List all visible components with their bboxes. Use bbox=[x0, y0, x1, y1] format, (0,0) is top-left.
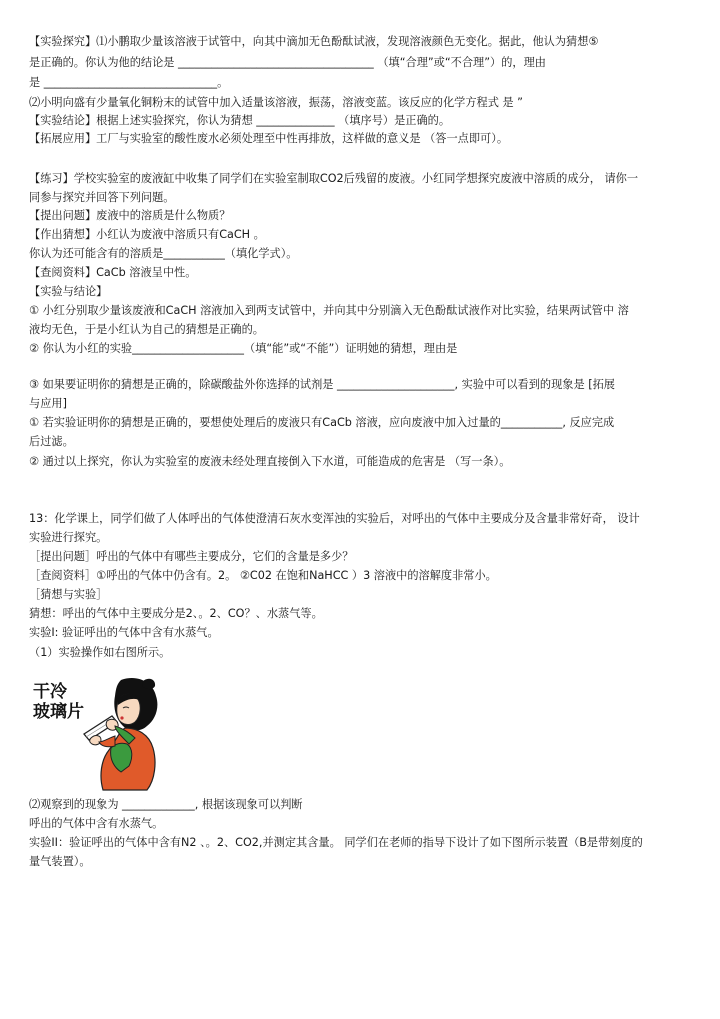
figure-caption: 干冷 玻璃片 bbox=[33, 682, 84, 722]
text-line: 量气装置）。 bbox=[29, 855, 91, 868]
text-line: ⑵观察到的现象为 _____________, 根据该现象可以判断 bbox=[29, 798, 303, 811]
text-line: 【练习】学校实验室的废液缸中收集了同学们在实验室制取CO2后残留的废液。小红同学想探究废液中溶质的成分， 请你一 bbox=[29, 172, 639, 185]
text-line: ② 你认为小红的实验____________________（填“能”或“不能”）证明她的猜想，理由是 bbox=[29, 342, 458, 355]
text-line: 同参与探究并回答下列问题。 bbox=[29, 191, 175, 204]
text-line: 【实验结论】根据上述实验探究，你认为猜想 ______________ （填序号）是正确的。 bbox=[29, 114, 451, 127]
text-line: ［查阅资料］①呼出的气体中仍含有。2。 ②C02 在饱和NaHCC ）3 溶液中的溶解度非常小。 bbox=[29, 569, 497, 582]
text-line: 是正确的。你认为他的结论是 ___________________________________ （填“合理”或“不合理”）的，理由 bbox=[29, 56, 546, 69]
girl-drawing bbox=[29, 676, 159, 791]
text-line: 【作出猜想】小红认为废液中溶质只有CaCH 。 bbox=[29, 228, 265, 241]
text-line: 是 _______________________________。 bbox=[29, 76, 229, 89]
text-line: ① 若实验证明你的猜想是正确的，要想使处理后的废液只有CaCb 溶液，应向废液中加入过量的___________, 反应完成 bbox=[29, 416, 615, 429]
text-line: 猜想：呼出的气体中主要成分是2、。2、CO？、水蒸气等。 bbox=[29, 607, 323, 620]
text-line: 你认为还可能含有的溶质是___________（填化学式）。 bbox=[29, 247, 298, 260]
text-line: 实验II：验证呼出的气体中含有N2 、。2、CO2,并测定其含量。 同学们在老师的指导下设计了如下图所示装置（B是带刻度的 bbox=[29, 836, 643, 849]
text-line: ⑵小明向盛有少量氧化铜粉末的试管中加入适量该溶液，振荡，溶液变蓝。该反应的化学方程式 是 ” bbox=[29, 96, 523, 109]
text-line: 【拓展应用】工厂与实验室的酸性废水必须处理至中性再排放，这样做的意义是 （答一点即可）。 bbox=[29, 132, 509, 145]
text-line: （1）实验操作如右图所示。 bbox=[29, 646, 171, 659]
text-line: 呼出的气体中含有水蒸气。 bbox=[29, 817, 164, 830]
breath-on-glass-illustration bbox=[29, 676, 159, 791]
text-line: 【查阅资料】CaCb 溶液呈中性。 bbox=[29, 266, 197, 279]
text-line: 液均无色，于是小红认为自己的猜想是正确的。 bbox=[29, 323, 264, 336]
text-line: ③ 如果要证明你的猜想是正确的，除碳酸盐外你选择的试剂是 _____________________, 实验中可以看到的现象是 [拓展 bbox=[29, 378, 615, 391]
text-line: ② 通过以上探究，你认为实验室的废液未经处理直接倒入下水道，可能造成的危害是 （写一条）。 bbox=[29, 455, 511, 468]
text-line: ［猜想与实验］ bbox=[29, 588, 108, 601]
text-line: 实验I: 验证呼出的气体中含有水蒸气。 bbox=[29, 626, 219, 639]
text-line: 【提出问题】废液中的溶质是什么物质？ bbox=[29, 209, 231, 222]
text-line: 13：化学课上，同学们做了人体呼出的气体使澄清石灰水变浑浊的实验后，对呼出的气体中主要成分及含量非常好奇， 设计 bbox=[29, 512, 640, 525]
text-line: 后过滤。 bbox=[29, 435, 74, 448]
text-line: 【实验与结论】 bbox=[29, 285, 108, 298]
text-line: 实验进行探究。 bbox=[29, 531, 108, 544]
text-line: ① 小红分别取少量该废液和CaCH 溶液加入到两支试管中，并向其中分别滴入无色酚酞试液作对比实验，结果两试管中 溶 bbox=[29, 304, 629, 317]
text-line: 【实验探究】⑴小鹏取少量该溶液于试管中，向其中滴加无色酚酞试液，发现溶液颜色无变化。据此，他认为猜想⑤ bbox=[29, 35, 599, 48]
text-line: ［提出问题］呼出的气体中有哪些主要成分，它们的含量是多少？ bbox=[29, 550, 354, 563]
text-line: 与应用] bbox=[29, 397, 67, 410]
